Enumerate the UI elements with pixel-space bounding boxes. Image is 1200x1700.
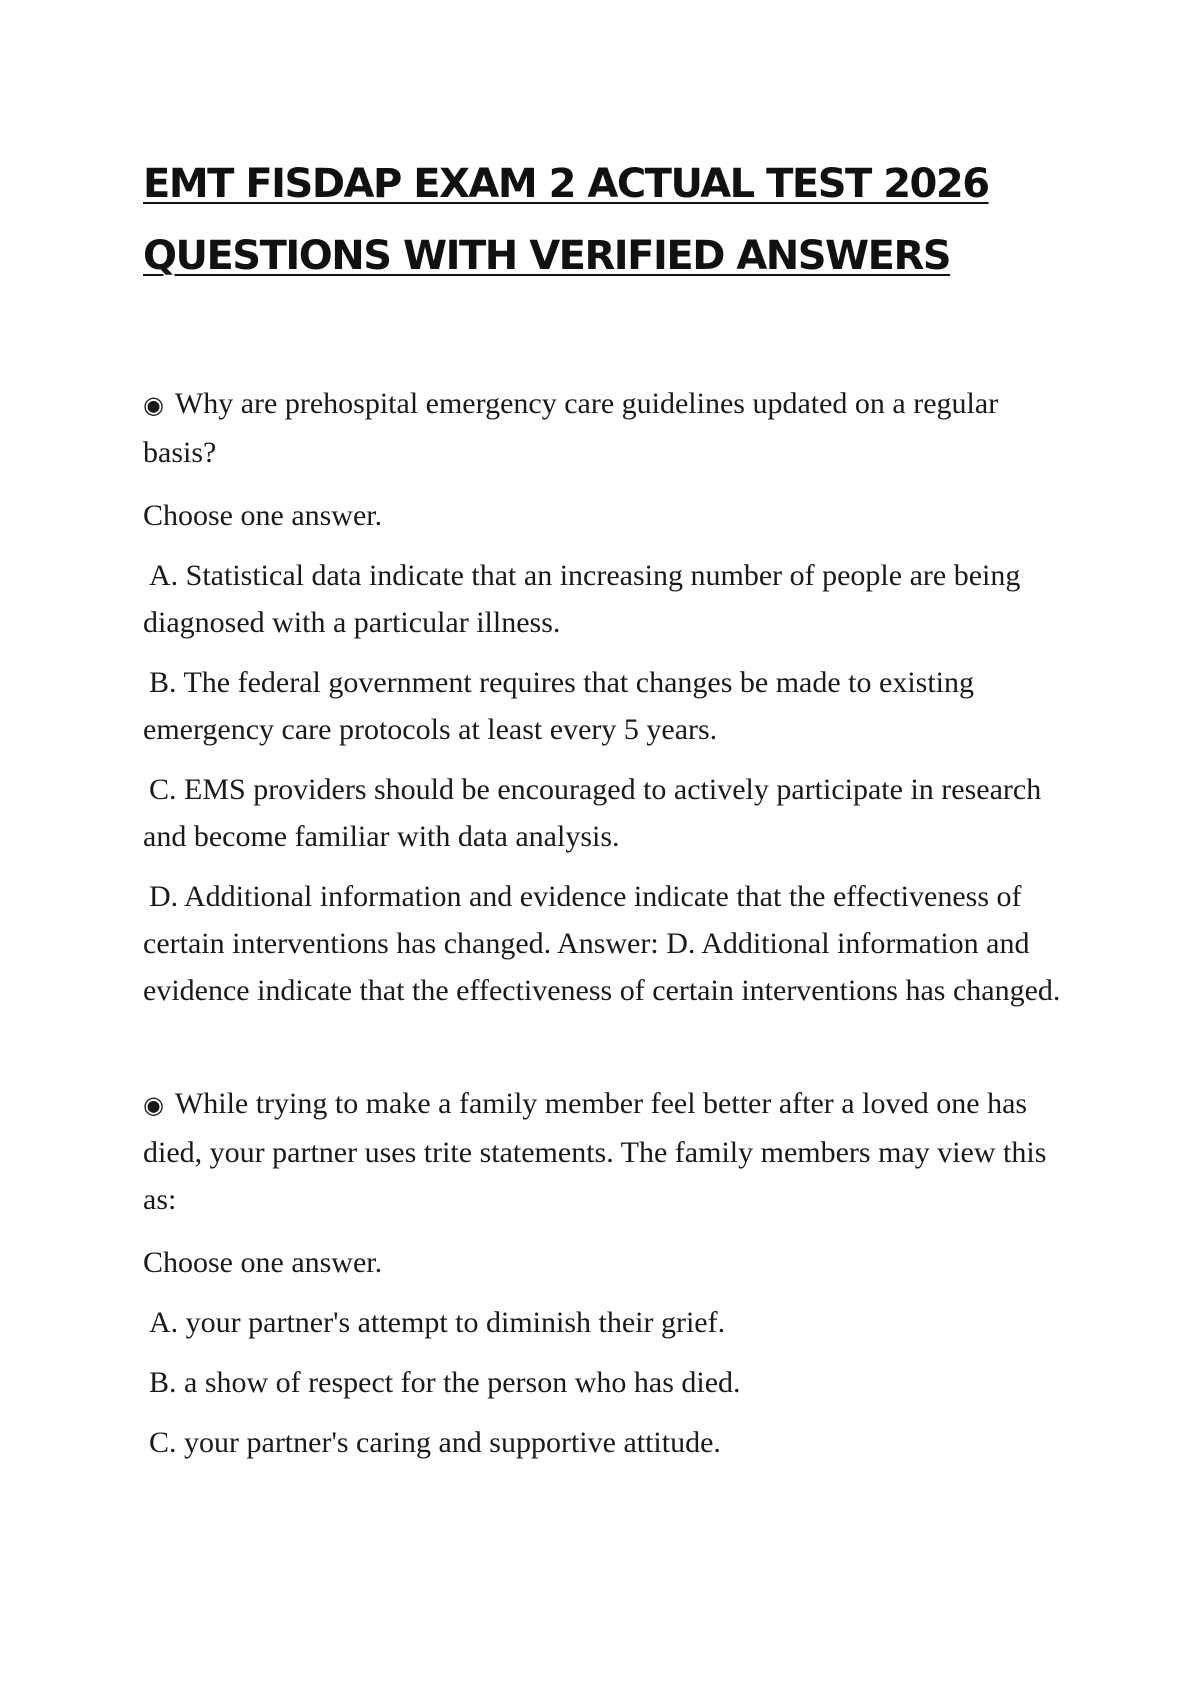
choose-instruction: Choose one answer. <box>143 1246 383 1279</box>
answer-text: Answer: D. Additional information and evidence indicate that the effectiveness of certain interventions has changed. <box>143 927 1061 1007</box>
radio-bullet-icon: ◉ <box>143 1091 164 1119</box>
question-text <box>143 380 1073 476</box>
question-1 <box>143 380 1073 1014</box>
option-b: B. a show of respect for the person who has died. <box>149 1366 741 1399</box>
question-1-text: Why are prehospital emergency care guidelines updated on a regular basis? <box>143 387 999 469</box>
radio-bullet-icon: ◉ <box>143 391 164 419</box>
option-c: C. EMS providers should be encouraged to actively participate in research and become familiar with data analysis. <box>143 773 1042 853</box>
option-d-text: D. Additional information and evidence indicate that the effectiveness of certain interventions has changed. <box>143 880 1022 960</box>
document-title <box>143 148 1073 292</box>
document-page <box>143 148 1073 1479</box>
question-2 <box>143 1080 1073 1466</box>
option-b: B. The federal government requires that changes be made to existing emergency care protocols at least every 5 years. <box>143 666 974 746</box>
title-line-2: QUESTIONS WITH VERIFIED ANSWERS <box>143 233 951 279</box>
choose-instruction: Choose one answer. <box>143 499 383 532</box>
option-d <box>143 873 1073 1014</box>
option-a: A. Statistical data indicate that an increasing number of people are being diagnosed with a particular illness. <box>143 559 1021 639</box>
title-line-1: EMT FISDAP EXAM 2 ACTUAL TEST 2026 <box>143 161 989 207</box>
option-a: A. your partner's attempt to diminish their grief. <box>149 1306 726 1339</box>
option-c: C. your partner's caring and supportive attitude. <box>149 1426 721 1459</box>
question-text <box>143 1080 1073 1223</box>
question-2-text: While trying to make a family member feel better after a loved one has died, your partner uses trite statements. The family members may view this as: <box>143 1087 1047 1216</box>
